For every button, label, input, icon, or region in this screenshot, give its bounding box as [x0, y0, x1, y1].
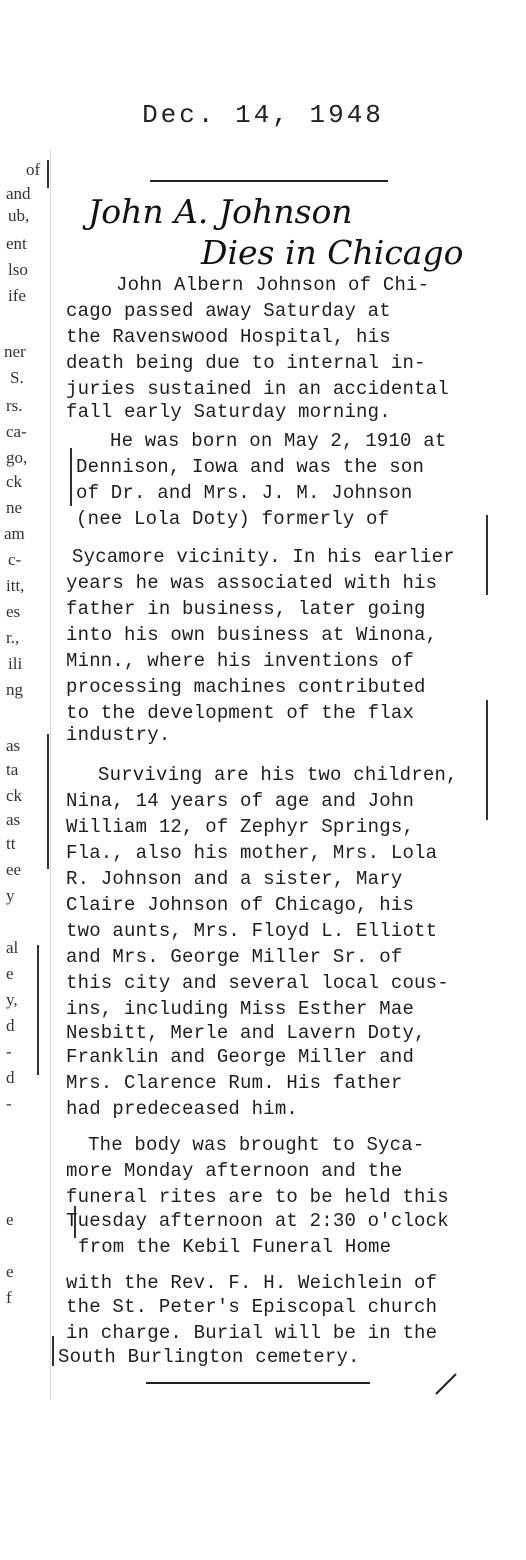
- fragment: of: [26, 160, 41, 179]
- text-line: He was born on May 2, 1910 at: [110, 430, 447, 452]
- text-line: juries sustained in an accidental: [66, 378, 449, 400]
- clipping-edge: [50, 150, 51, 1400]
- fragment: ne: [6, 498, 23, 517]
- fragment: ee: [6, 860, 22, 879]
- column-bar: [47, 160, 49, 188]
- text-line: Nesbitt, Merle and Lavern Doty,: [66, 1022, 426, 1044]
- fragment: e: [6, 964, 14, 983]
- fragment: as: [6, 736, 21, 755]
- text-line: The body was brought to Syca-: [88, 1134, 425, 1156]
- fragment: -: [6, 1042, 12, 1061]
- top-rule: [150, 180, 388, 182]
- fragment: ng: [6, 680, 23, 699]
- text-line: Nina, 14 years of age and John: [66, 790, 415, 812]
- fragment: lso: [8, 260, 28, 279]
- fragment: d: [6, 1016, 15, 1035]
- slash-mark: [432, 1370, 460, 1398]
- text-line: death being due to internal in-: [66, 352, 426, 374]
- text-line: processing machines contributed: [66, 676, 426, 698]
- headline-line-2: Dies in Chicago: [201, 233, 464, 272]
- fragment: y: [6, 886, 15, 905]
- text-line: the St. Peter's Episcopal church: [66, 1296, 438, 1318]
- text-line: into his own business at Winona,: [66, 624, 438, 646]
- text-line: Surviving are his two children,: [98, 764, 458, 786]
- text-line: John Albern Johnson of Chi-: [116, 274, 430, 296]
- headline-line-1: John A. Johnson: [88, 192, 353, 231]
- fragment: ub,: [8, 206, 30, 225]
- text-line: Franklin and George Miller and: [66, 1046, 415, 1068]
- text-line: had predeceased him.: [66, 1098, 299, 1120]
- column-bar: [47, 734, 49, 869]
- text-line: South Burlington cemetery.: [58, 1346, 360, 1368]
- text-line: father in business, later going: [66, 598, 426, 620]
- fragment: d: [6, 1068, 15, 1087]
- fragment: f: [6, 1288, 12, 1307]
- fragment: c-: [8, 550, 22, 569]
- fragment: ck: [6, 786, 23, 805]
- text-line: of Dr. and Mrs. J. M. Johnson: [76, 482, 413, 504]
- fragment: as: [6, 810, 21, 829]
- text-line: from the Kebil Funeral Home: [78, 1236, 392, 1258]
- text-line: in charge. Burial will be in the: [66, 1322, 438, 1344]
- column-bar: [70, 448, 72, 506]
- text-line: ins, including Miss Esther Mae: [66, 998, 415, 1020]
- fragment: itt,: [6, 576, 25, 595]
- fragment: rs.: [6, 396, 23, 415]
- text-line: cago passed away Saturday at: [66, 300, 391, 322]
- text-line: Tuesday afternoon at 2:30 o'clock: [66, 1210, 449, 1232]
- fragment: am: [4, 524, 25, 543]
- fragment: and: [6, 184, 31, 203]
- fragment: ta: [6, 760, 19, 779]
- text-line: R. Johnson and a sister, Mary: [66, 868, 403, 890]
- fragment: -: [6, 1094, 12, 1113]
- text-line: to the development of the flax: [66, 702, 415, 724]
- fragment: ili: [8, 654, 23, 673]
- fragment: tt: [6, 834, 16, 853]
- text-line: and Mrs. George Miller Sr. of: [66, 946, 403, 968]
- text-line: two aunts, Mrs. Floyd L. Elliott: [66, 920, 438, 942]
- text-line: with the Rev. F. H. Weichlein of: [66, 1272, 438, 1294]
- text-line: Minn., where his inventions of: [66, 650, 415, 672]
- fragment: y,: [6, 990, 18, 1009]
- fragment: ck: [6, 472, 23, 491]
- text-line: William 12, of Zephyr Springs,: [66, 816, 415, 838]
- fragment: ife: [8, 286, 26, 305]
- fragment: S.: [10, 368, 24, 387]
- text-line: Fla., also his mother, Mrs. Lola: [66, 842, 438, 864]
- fragment: go,: [6, 448, 28, 467]
- fragment: al: [6, 938, 19, 957]
- text-line: this city and several local cous-: [66, 972, 449, 994]
- text-line: (nee Lola Doty) formerly of: [76, 508, 390, 530]
- text-line: funeral rites are to be held this: [66, 1186, 449, 1208]
- text-line: the Ravenswood Hospital, his: [66, 326, 391, 348]
- bottom-rule: [146, 1382, 370, 1384]
- clipping-date: Dec. 14, 1948: [142, 100, 384, 130]
- text-line: fall early Saturday morning.: [66, 401, 391, 423]
- fragment: es: [6, 602, 21, 621]
- fragment: e: [6, 1210, 14, 1229]
- column-bar: [52, 1336, 54, 1366]
- fragment: e: [6, 1262, 14, 1281]
- fragment: ent: [6, 234, 27, 253]
- fragment: r.,: [6, 628, 20, 647]
- fragment: ner: [4, 342, 26, 361]
- text-line: Sycamore vicinity. In his earlier: [72, 546, 455, 568]
- text-line: industry.: [66, 724, 171, 746]
- fragment: ca-: [6, 422, 27, 441]
- column-bar: [486, 700, 488, 820]
- text-line: Claire Johnson of Chicago, his: [66, 894, 415, 916]
- text-line: Mrs. Clarence Rum. His father: [66, 1072, 403, 1094]
- text-line: years he was associated with his: [66, 572, 438, 594]
- text-line: more Monday afternoon and the: [66, 1160, 403, 1182]
- column-bar: [37, 945, 39, 1075]
- text-line: Dennison, Iowa and was the son: [76, 456, 425, 478]
